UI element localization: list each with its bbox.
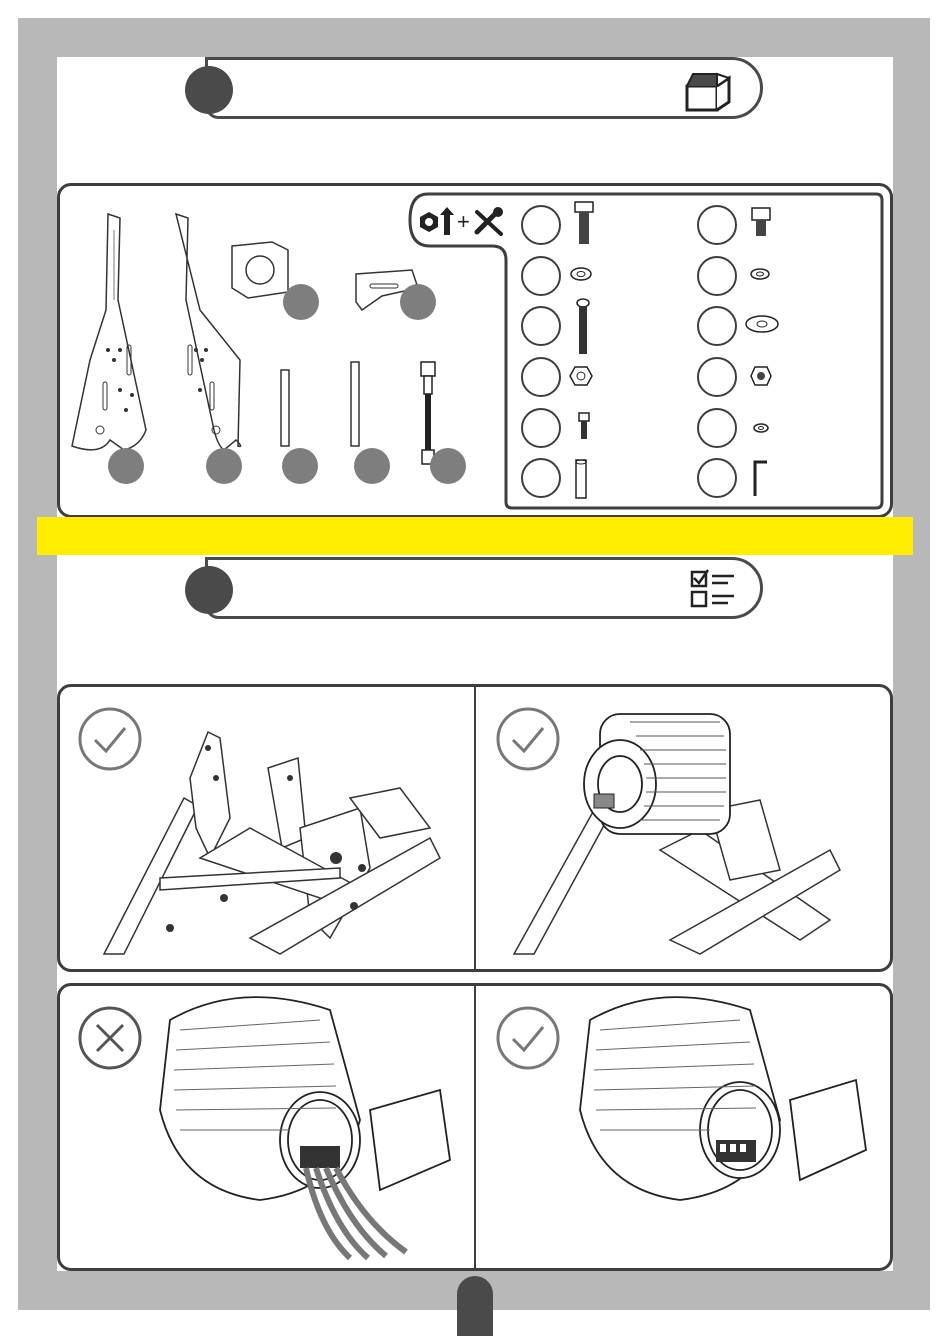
- hardware-subpanel: [408, 192, 884, 510]
- short-hex-bolt: [750, 206, 772, 238]
- hex-nut: [569, 365, 593, 387]
- motor-mounted-on-frame: [510, 700, 880, 958]
- hardware-qty-ring: [697, 357, 737, 397]
- divider: [474, 983, 476, 1271]
- checklist-icon: [690, 568, 736, 610]
- check-circle-icon: [495, 1005, 561, 1071]
- hardware-qty-ring: [697, 256, 737, 296]
- tiny-washer: [753, 423, 769, 433]
- divider: [474, 684, 476, 972]
- wrench-screwdriver-icon: [473, 206, 507, 236]
- step-header-2: [205, 557, 763, 619]
- motor-mount-plate: [228, 240, 292, 302]
- step-number-badge-1: [185, 66, 233, 114]
- hardware-qty-ring: [521, 256, 561, 296]
- part-badge: [283, 284, 319, 320]
- hardware-qty-ring: [521, 408, 561, 448]
- allen-key: [752, 458, 770, 498]
- large-washer: [745, 315, 779, 333]
- step-header-1: [205, 57, 763, 119]
- part-badge: [430, 448, 466, 484]
- part-badge: [354, 448, 390, 484]
- highlight-band: [37, 517, 913, 555]
- hardware-qty-ring: [521, 357, 561, 397]
- part-badge: [282, 448, 318, 484]
- hardware-qty-ring: [697, 458, 737, 498]
- part-badge: [400, 284, 436, 320]
- part-badge: [206, 448, 242, 484]
- plus-sign: +: [457, 209, 470, 234]
- motor-connector-correct: [560, 990, 880, 1262]
- motor-cables-wrong-routing: [140, 990, 470, 1262]
- washer: [750, 268, 770, 280]
- short-socket-screw: [578, 412, 590, 440]
- arrow-up-icon: [440, 207, 454, 235]
- side-plate-left: [70, 210, 150, 460]
- page-number-tab: [457, 1276, 493, 1336]
- open-box-icon: [683, 68, 733, 114]
- step-number-badge-2: [185, 566, 233, 614]
- standoff-spacer: [574, 458, 588, 500]
- spacer-rod-2: [348, 360, 362, 448]
- socket-icon: [418, 211, 440, 233]
- long-hex-bolt: [572, 200, 596, 246]
- small-washer: [570, 267, 592, 281]
- hardware-qty-ring: [697, 408, 737, 448]
- spacer-rod-1: [278, 368, 292, 448]
- hardware-qty-ring: [697, 205, 737, 245]
- hardware-qty-ring: [521, 306, 561, 346]
- hardware-qty-ring: [697, 306, 737, 346]
- hardware-qty-ring: [521, 458, 561, 498]
- long-button-head-screw: [576, 298, 590, 356]
- cross-circle-icon: [77, 1005, 143, 1071]
- hardware-qty-ring: [521, 205, 561, 245]
- lock-nut: [750, 365, 772, 387]
- part-badge: [108, 448, 144, 484]
- frame-with-mount-plates: [100, 718, 460, 958]
